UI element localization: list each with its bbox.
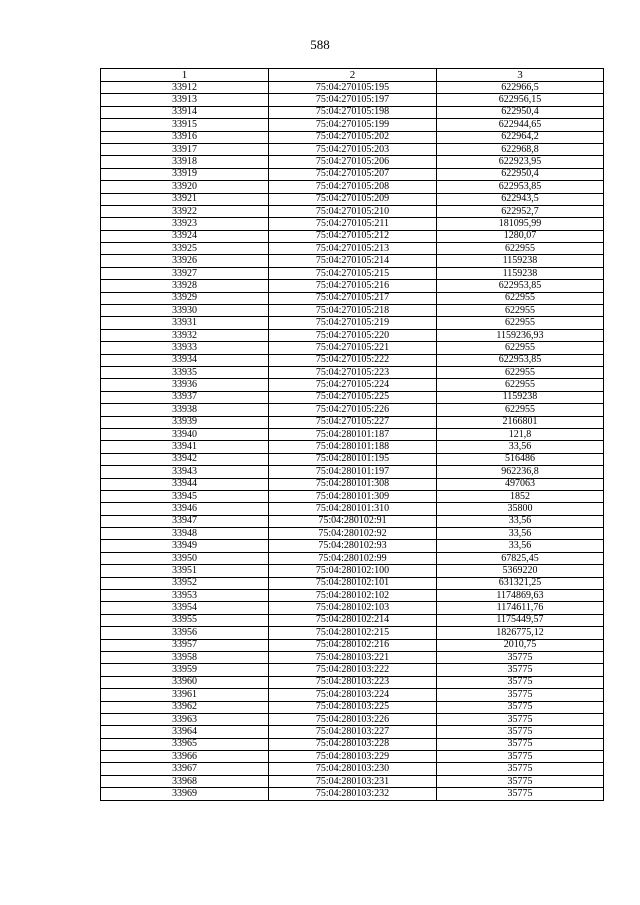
row-number-cell: 33948 — [101, 528, 269, 540]
row-number-cell: 33941 — [101, 441, 269, 453]
table-row — [101, 156, 604, 168]
row-number-cell: 33966 — [101, 751, 269, 763]
value-cell: 622955 — [437, 305, 604, 317]
table-row — [101, 106, 604, 118]
table-row — [101, 565, 604, 577]
value-cell: 622952,7 — [437, 205, 604, 217]
table-row — [101, 528, 604, 540]
table-row — [101, 317, 604, 329]
value-cell: 35775 — [437, 775, 604, 787]
value-cell: 35775 — [437, 676, 604, 688]
row-number-cell: 33932 — [101, 329, 269, 341]
value-cell: 35775 — [437, 726, 604, 738]
row-number-cell: 33919 — [101, 168, 269, 180]
table-row — [101, 689, 604, 701]
cadastral-number-cell: 75:04:270105:219 — [269, 317, 437, 329]
table-row — [101, 651, 604, 663]
row-number-cell: 33925 — [101, 243, 269, 255]
table-row — [101, 119, 604, 131]
table-row — [101, 255, 604, 267]
table-row — [101, 540, 604, 552]
table-row — [101, 701, 604, 713]
table-row — [101, 763, 604, 775]
row-number-cell: 33922 — [101, 205, 269, 217]
table-row — [101, 738, 604, 750]
row-number-cell: 33924 — [101, 230, 269, 242]
cadastral-number-cell: 75:04:270105:208 — [269, 181, 437, 193]
cadastral-number-cell: 75:04:280103:224 — [269, 689, 437, 701]
table-row — [101, 614, 604, 626]
cadastral-number-cell: 75:04:270105:214 — [269, 255, 437, 267]
cadastral-number-cell: 75:04:280102:216 — [269, 639, 437, 651]
cadastral-number-cell: 75:04:280101:197 — [269, 466, 437, 478]
value-cell: 1174869,63 — [437, 590, 604, 602]
row-number-cell: 33967 — [101, 763, 269, 775]
table-row — [101, 577, 604, 589]
value-cell: 33,56 — [437, 441, 604, 453]
table-row — [101, 366, 604, 378]
row-number-cell: 33918 — [101, 156, 269, 168]
row-number-cell: 33949 — [101, 540, 269, 552]
cadastral-number-cell: 75:04:270105:212 — [269, 230, 437, 242]
cadastral-number-cell: 75:04:280101:188 — [269, 441, 437, 453]
table-row — [101, 428, 604, 440]
cadastral-number-cell: 75:04:270105:224 — [269, 379, 437, 391]
row-number-cell: 33963 — [101, 713, 269, 725]
data-table — [100, 68, 604, 801]
row-number-cell: 33938 — [101, 404, 269, 416]
cadastral-number-cell: 75:04:280102:103 — [269, 602, 437, 614]
table-row — [101, 416, 604, 428]
table-row — [101, 751, 604, 763]
cadastral-number-cell: 75:04:270105:222 — [269, 354, 437, 366]
row-number-cell: 33952 — [101, 577, 269, 589]
cadastral-number-cell: 75:04:270105:197 — [269, 94, 437, 106]
cadastral-number-cell: 75:04:280102:91 — [269, 515, 437, 527]
cadastral-number-cell: 75:04:280103:232 — [269, 788, 437, 800]
value-cell: 622950,4 — [437, 106, 604, 118]
table-row — [101, 788, 604, 800]
table-row — [101, 676, 604, 688]
cadastral-number-cell: 75:04:280102:92 — [269, 528, 437, 540]
table-row — [101, 379, 604, 391]
table-row — [101, 280, 604, 292]
value-cell: 622955 — [437, 366, 604, 378]
cadastral-number-cell: 75:04:270105:199 — [269, 119, 437, 131]
table-row — [101, 305, 604, 317]
value-cell: 2010,75 — [437, 639, 604, 651]
row-number-cell: 33914 — [101, 106, 269, 118]
value-cell: 622943,5 — [437, 193, 604, 205]
table-row — [101, 354, 604, 366]
cadastral-number-cell: 75:04:280103:223 — [269, 676, 437, 688]
table-row — [101, 94, 604, 106]
table-row — [101, 726, 604, 738]
cadastral-number-cell: 75:04:280102:215 — [269, 627, 437, 639]
row-number-cell: 33926 — [101, 255, 269, 267]
value-cell: 5369220 — [437, 565, 604, 577]
header-row — [101, 69, 604, 82]
cadastral-number-cell: 75:04:280101:308 — [269, 478, 437, 490]
value-cell: 622956,15 — [437, 94, 604, 106]
row-number-cell: 33953 — [101, 590, 269, 602]
table-header — [101, 69, 604, 82]
table-row — [101, 404, 604, 416]
row-number-cell: 33951 — [101, 565, 269, 577]
value-cell: 622955 — [437, 317, 604, 329]
table-row — [101, 218, 604, 230]
cadastral-number-cell: 75:04:280103:226 — [269, 713, 437, 725]
row-number-cell: 33917 — [101, 143, 269, 155]
row-number-cell: 33920 — [101, 181, 269, 193]
value-cell: 622950,4 — [437, 168, 604, 180]
cadastral-number-cell: 75:04:280103:228 — [269, 738, 437, 750]
column-header-1: 1 — [101, 69, 269, 82]
cadastral-number-cell: 75:04:280101:310 — [269, 503, 437, 515]
table-row — [101, 713, 604, 725]
cadastral-number-cell: 75:04:270105:220 — [269, 329, 437, 341]
value-cell: 622955 — [437, 342, 604, 354]
value-cell: 1159238 — [437, 267, 604, 279]
cadastral-number-cell: 75:04:270105:213 — [269, 243, 437, 255]
row-number-cell: 33936 — [101, 379, 269, 391]
row-number-cell: 33957 — [101, 639, 269, 651]
row-number-cell: 33946 — [101, 503, 269, 515]
value-cell: 622953,85 — [437, 280, 604, 292]
value-cell: 1175449,57 — [437, 614, 604, 626]
table-row — [101, 503, 604, 515]
value-cell: 2166801 — [437, 416, 604, 428]
value-cell: 622923,95 — [437, 156, 604, 168]
row-number-cell: 33933 — [101, 342, 269, 354]
cadastral-number-cell: 75:04:270105:209 — [269, 193, 437, 205]
table-row — [101, 342, 604, 354]
value-cell: 622944,65 — [437, 119, 604, 131]
cadastral-number-cell: 75:04:270105:198 — [269, 106, 437, 118]
table-row — [101, 664, 604, 676]
row-number-cell: 33950 — [101, 552, 269, 564]
page-number: 588 — [310, 37, 330, 52]
value-cell: 35775 — [437, 788, 604, 800]
row-number-cell: 33935 — [101, 366, 269, 378]
cadastral-number-cell: 75:04:280101:187 — [269, 428, 437, 440]
value-cell: 35775 — [437, 701, 604, 713]
row-number-cell: 33959 — [101, 664, 269, 676]
row-number-cell: 33943 — [101, 466, 269, 478]
cadastral-number-cell: 75:04:280103:225 — [269, 701, 437, 713]
value-cell: 622966,5 — [437, 82, 604, 94]
value-cell: 33,56 — [437, 540, 604, 552]
value-cell: 35800 — [437, 503, 604, 515]
row-number-cell: 33916 — [101, 131, 269, 143]
cadastral-number-cell: 75:04:270105:195 — [269, 82, 437, 94]
cadastral-number-cell: 75:04:280101:195 — [269, 453, 437, 465]
value-cell: 1174611,76 — [437, 602, 604, 614]
value-cell: 1159238 — [437, 255, 604, 267]
row-number-cell: 33937 — [101, 391, 269, 403]
row-number-cell: 33945 — [101, 490, 269, 502]
table-row — [101, 267, 604, 279]
value-cell: 33,56 — [437, 515, 604, 527]
cadastral-number-cell: 75:04:270105:206 — [269, 156, 437, 168]
cadastral-number-cell: 75:04:270105:225 — [269, 391, 437, 403]
table-row — [101, 193, 604, 205]
value-cell: 497063 — [437, 478, 604, 490]
cadastral-number-cell: 75:04:280102:99 — [269, 552, 437, 564]
value-cell: 1159236,93 — [437, 329, 604, 341]
table-row — [101, 627, 604, 639]
table-body — [101, 82, 604, 801]
row-number-cell: 33929 — [101, 292, 269, 304]
value-cell: 1280,07 — [437, 230, 604, 242]
table-row — [101, 515, 604, 527]
row-number-cell: 33928 — [101, 280, 269, 292]
value-cell: 181095,99 — [437, 218, 604, 230]
value-cell: 1852 — [437, 490, 604, 502]
row-number-cell: 33960 — [101, 676, 269, 688]
row-number-cell: 33961 — [101, 689, 269, 701]
table-row — [101, 391, 604, 403]
cadastral-number-cell: 75:04:280103:231 — [269, 775, 437, 787]
cadastral-number-cell: 75:04:280103:227 — [269, 726, 437, 738]
cadastral-number-cell: 75:04:270105:218 — [269, 305, 437, 317]
cadastral-number-cell: 75:04:280102:102 — [269, 590, 437, 602]
row-number-cell: 33968 — [101, 775, 269, 787]
table-row — [101, 590, 604, 602]
value-cell: 33,56 — [437, 528, 604, 540]
table-row — [101, 466, 604, 478]
cadastral-number-cell: 75:04:270105:223 — [269, 366, 437, 378]
value-cell: 35775 — [437, 713, 604, 725]
cadastral-number-cell: 75:04:270105:202 — [269, 131, 437, 143]
cadastral-number-cell: 75:04:270105:203 — [269, 143, 437, 155]
value-cell: 622953,85 — [437, 354, 604, 366]
cadastral-number-cell: 75:04:280103:221 — [269, 651, 437, 663]
row-number-cell: 33964 — [101, 726, 269, 738]
value-cell: 67825,45 — [437, 552, 604, 564]
table-row — [101, 329, 604, 341]
cadastral-number-cell: 75:04:280103:229 — [269, 751, 437, 763]
value-cell: 35775 — [437, 763, 604, 775]
table-row — [101, 181, 604, 193]
value-cell: 35775 — [437, 651, 604, 663]
value-cell: 622955 — [437, 243, 604, 255]
column-header-3: 3 — [437, 69, 604, 82]
value-cell: 35775 — [437, 689, 604, 701]
row-number-cell: 33944 — [101, 478, 269, 490]
cadastral-number-cell: 75:04:280102:101 — [269, 577, 437, 589]
row-number-cell: 33934 — [101, 354, 269, 366]
cadastral-number-cell: 75:04:270105:216 — [269, 280, 437, 292]
table-row — [101, 478, 604, 490]
row-number-cell: 33956 — [101, 627, 269, 639]
table-row — [101, 639, 604, 651]
table-row — [101, 243, 604, 255]
row-number-cell: 33923 — [101, 218, 269, 230]
row-number-cell: 33958 — [101, 651, 269, 663]
row-number-cell: 33965 — [101, 738, 269, 750]
row-number-cell: 33915 — [101, 119, 269, 131]
table-row — [101, 453, 604, 465]
cadastral-number-cell: 75:04:270105:210 — [269, 205, 437, 217]
row-number-cell: 33969 — [101, 788, 269, 800]
value-cell: 622953,85 — [437, 181, 604, 193]
value-cell: 622968,8 — [437, 143, 604, 155]
table-row — [101, 131, 604, 143]
cadastral-number-cell: 75:04:280101:309 — [269, 490, 437, 502]
cadastral-number-cell: 75:04:280102:214 — [269, 614, 437, 626]
row-number-cell: 33939 — [101, 416, 269, 428]
value-cell: 622955 — [437, 404, 604, 416]
row-number-cell: 33954 — [101, 602, 269, 614]
value-cell: 35775 — [437, 738, 604, 750]
value-cell: 962236,8 — [437, 466, 604, 478]
value-cell: 1159238 — [437, 391, 604, 403]
table-row — [101, 602, 604, 614]
cadastral-number-cell: 75:04:270105:217 — [269, 292, 437, 304]
cadastral-number-cell: 75:04:280102:100 — [269, 565, 437, 577]
row-number-cell: 33962 — [101, 701, 269, 713]
cadastral-number-cell: 75:04:270105:221 — [269, 342, 437, 354]
value-cell: 121,8 — [437, 428, 604, 440]
table-row — [101, 775, 604, 787]
value-cell: 631321,25 — [437, 577, 604, 589]
cadastral-number-cell: 75:04:280102:93 — [269, 540, 437, 552]
row-number-cell: 33912 — [101, 82, 269, 94]
cadastral-number-cell: 75:04:270105:226 — [269, 404, 437, 416]
value-cell: 516486 — [437, 453, 604, 465]
row-number-cell: 33942 — [101, 453, 269, 465]
cadastral-number-cell: 75:04:270105:207 — [269, 168, 437, 180]
table-row — [101, 82, 604, 94]
cadastral-number-cell: 75:04:280103:230 — [269, 763, 437, 775]
value-cell: 35775 — [437, 751, 604, 763]
cadastral-number-cell: 75:04:270105:211 — [269, 218, 437, 230]
table-row — [101, 292, 604, 304]
value-cell: 622964,2 — [437, 131, 604, 143]
table-row — [101, 441, 604, 453]
table-row — [101, 230, 604, 242]
row-number-cell: 33930 — [101, 305, 269, 317]
value-cell: 35775 — [437, 664, 604, 676]
value-cell: 1826775,12 — [437, 627, 604, 639]
cadastral-number-cell: 75:04:280103:222 — [269, 664, 437, 676]
value-cell: 622955 — [437, 292, 604, 304]
cadastral-number-cell: 75:04:270105:215 — [269, 267, 437, 279]
row-number-cell: 33913 — [101, 94, 269, 106]
table-row — [101, 490, 604, 502]
row-number-cell: 33931 — [101, 317, 269, 329]
row-number-cell: 33940 — [101, 428, 269, 440]
table-row — [101, 552, 604, 564]
cadastral-number-cell: 75:04:270105:227 — [269, 416, 437, 428]
row-number-cell: 33947 — [101, 515, 269, 527]
table-row — [101, 143, 604, 155]
row-number-cell: 33921 — [101, 193, 269, 205]
row-number-cell: 33927 — [101, 267, 269, 279]
table-row — [101, 205, 604, 217]
value-cell: 622955 — [437, 379, 604, 391]
table-row — [101, 168, 604, 180]
column-header-2: 2 — [269, 69, 437, 82]
row-number-cell: 33955 — [101, 614, 269, 626]
